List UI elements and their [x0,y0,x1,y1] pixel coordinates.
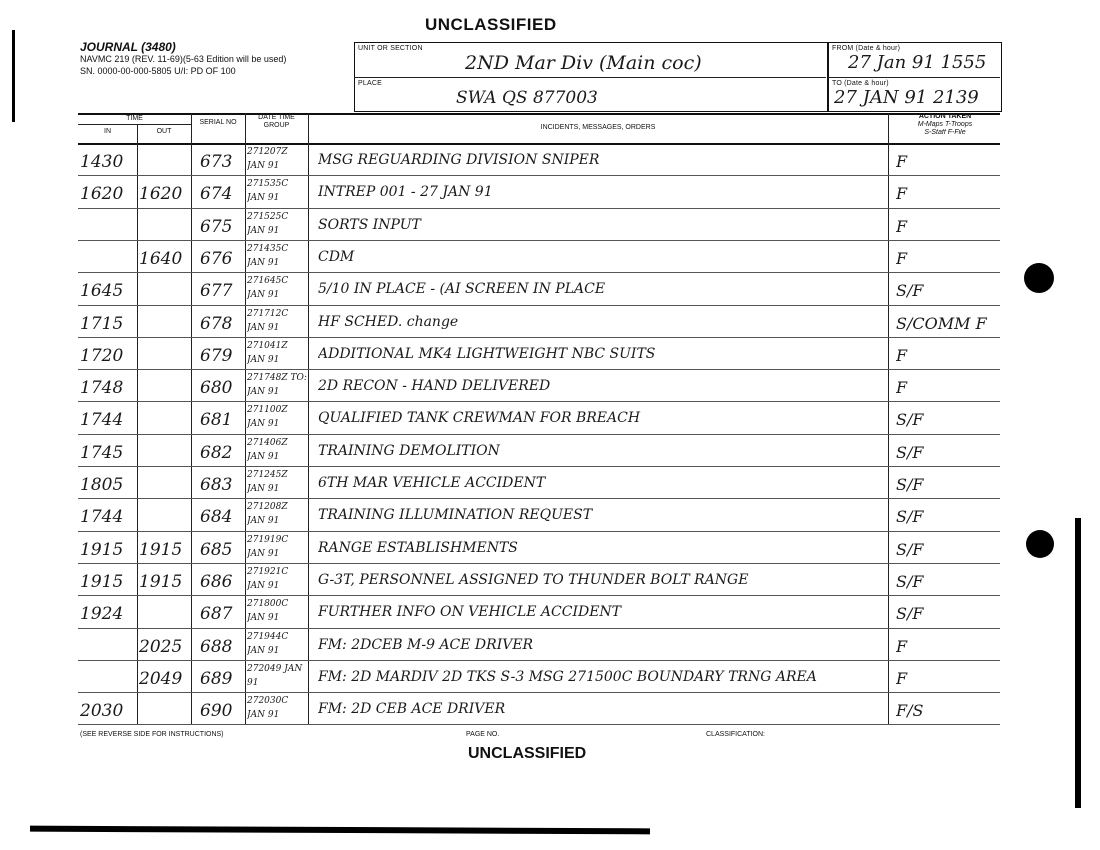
row-dtg: 272049 JAN 91 [247,663,303,688]
col-divider-time-serial [191,113,192,724]
row-action: F [896,636,908,656]
row-action: S/F [896,507,924,527]
row-dtg: 271041Z JAN 91 [247,340,288,365]
table-header-border [78,143,1000,145]
row-action: F [896,152,908,171]
row-incident: TRAINING DEMOLITION [318,442,500,459]
dtg-header: DATE TIME GROUP [258,114,295,129]
row-dtg: 272030C JAN 91 [247,696,289,721]
row-action: F [896,216,908,236]
unit-label: UNIT OR SECTION [358,45,423,52]
row-serial: 687 [200,604,233,625]
serial-header: SERIAL NO [199,119,237,126]
time-header-divider [78,124,191,125]
row-serial: 675 [200,216,233,237]
row-time-out: 1915 [139,571,183,592]
row-time-in: 1715 [80,313,124,334]
row-incident: 6TH MAR VEHICLE ACCIDENT [318,475,546,491]
row-dtg: 271535C JAN 91 [247,179,289,204]
row-time-in: 1924 [80,604,124,625]
row-time-in: 2030 [80,701,124,722]
row-time-in: 1430 [80,152,124,172]
form-title: JOURNAL (3480) [80,40,176,54]
row-rule [78,595,1000,596]
row-action: F [896,668,908,688]
col-divider-serial-dtg [245,113,246,724]
form-stock-number: SN. 0000-00-000-5805 U/I: PD OF 100 [80,66,236,76]
row-rule [78,692,1000,693]
row-incident: INTREP 001 - 27 JAN 91 [318,184,493,201]
row-time-in: 1748 [80,378,124,399]
incidents-header: INCIDENTS, MESSAGES, ORDERS [540,124,656,131]
row-serial: 682 [200,442,233,463]
row-rule [78,628,1000,629]
col-divider-in-out [137,124,138,724]
row-action: F [896,248,908,268]
from-label: FROM (Date & hour) [832,45,901,52]
row-time-out: 2025 [139,636,183,657]
col-divider-dtg-incidents [308,113,309,724]
row-rule [78,337,1000,338]
row-incident: MSG REGUARDING DIVISION SNIPER [318,152,600,168]
row-rule [78,660,1000,661]
row-incident: ADDITIONAL MK4 LIGHTWEIGHT NBC SUITS [318,345,656,362]
row-time-in: 1805 [80,475,124,495]
row-time-out: 2049 [139,668,183,689]
row-rule [78,563,1000,564]
row-rule [78,305,1000,306]
row-serial: 680 [200,378,233,399]
row-dtg: 271406Z JAN 91 [247,437,288,462]
row-incident: G-3T, PERSONNEL ASSIGNED TO THUNDER BOLT RANGE [318,571,749,588]
row-dtg: 271245Z JAN 91 [247,470,288,494]
row-serial: 684 [200,507,233,528]
row-incident: FURTHER INFO ON VEHICLE ACCIDENT [318,604,622,621]
row-serial: 681 [200,410,233,431]
row-time-in: 1645 [80,281,124,302]
row-dtg: 271800C JAN 91 [247,599,289,624]
row-dtg: 271435C JAN 91 [247,243,289,268]
to-label: TO (Date & hour) [832,80,889,87]
row-rule [78,369,1000,370]
unit-value: 2ND Mar Div (Main coc) [465,52,702,74]
row-action: F [896,345,908,365]
row-serial: 673 [200,152,233,172]
row-serial: 674 [200,184,233,205]
form-revision: NAVMC 219 (REV. 11-69)(5-63 Edition will be used) [80,54,287,64]
row-incident: RANGE ESTABLISHMENTS [318,539,518,556]
out-header: OUT [156,128,172,135]
row-action: F/S [896,701,924,721]
row-dtg: 271919C JAN 91 [247,534,289,559]
row-time-out: 1915 [139,539,183,560]
row-time-in: 1620 [80,184,124,205]
row-dtg: 271944C JAN 91 [247,631,289,656]
row-serial: 679 [200,345,233,366]
in-header: IN [104,128,111,135]
row-rule [78,498,1000,499]
row-time-out: 1620 [139,184,183,205]
row-time-in: 1744 [80,410,124,431]
row-dtg: 271208Z JAN 91 [247,502,288,527]
row-rule [78,175,1000,176]
row-serial: 676 [200,248,233,269]
row-incident: FM: 2D MARDIV 2D TKS S-3 MSG 271500C BOUNDARY TRNG AREA [318,668,817,685]
row-incident: SORTS INPUT [318,216,421,233]
row-serial: 689 [200,668,233,689]
row-serial: 677 [200,281,233,302]
from-to-divider [828,77,1000,78]
row-action: S/F [896,571,924,591]
row-serial: 690 [200,701,233,722]
action-legend-2: S-Staff F-File [924,129,966,136]
row-incident: FM: 2DCEB M-9 ACE DRIVER [318,636,534,653]
row-serial: 683 [200,475,233,495]
row-time-in: 1915 [80,539,124,560]
scan-edge-left [12,30,15,122]
row-rule [78,531,1000,532]
row-dtg: 271100Z JAN 91 [247,405,288,430]
row-rule [78,208,1000,209]
row-serial: 678 [200,313,233,334]
row-rule [78,240,1000,241]
row-time-in: 1720 [80,345,124,366]
scan-edge-right [1075,518,1081,808]
to-value: 27 JAN 91 2139 [834,87,979,108]
action-header: ACTION TAKEN [918,113,972,120]
row-rule [78,434,1000,435]
row-incident: QUALIFIED TANK CREWMAN FOR BREACH [318,410,641,427]
row-time-out: 1640 [139,248,183,269]
row-dtg: 271207Z JAN 91 [247,147,288,171]
row-time-in: 1745 [80,442,124,463]
punch-hole-top [1024,263,1054,293]
row-time-in: 1744 [80,507,124,528]
row-incident: HF SCHED. change [318,313,459,330]
row-dtg: 271921C JAN 91 [247,566,289,591]
row-action: S/F [896,410,924,430]
row-rule [78,401,1000,402]
action-legend-1: M-Maps T-Troops [917,121,973,128]
row-incident: FM: 2D CEB ACE DRIVER [318,701,506,718]
row-rule [78,272,1000,273]
scan-bottom-bar [30,826,650,835]
instructions-note: (SEE REVERSE SIDE FOR INSTRUCTIONS) [80,731,224,738]
row-action: S/F [896,281,924,301]
row-dtg: 271525C JAN 91 [247,211,289,236]
row-incident: 5/10 IN PLACE - (AI SCREEN IN PLACE [318,281,606,298]
classification-bottom: UNCLASSIFIED [468,745,587,762]
row-action: S/F [896,539,924,559]
row-incident: CDM [318,248,355,265]
row-rule [78,724,1000,725]
row-rule [78,466,1000,467]
row-dtg: 271645C JAN 91 [247,276,289,301]
row-action: F [896,184,908,204]
row-serial: 685 [200,539,233,560]
row-action: S/F [896,442,924,462]
classification-top: UNCLASSIFIED [425,15,557,34]
row-action: S/F [896,475,924,494]
row-action: S/F [896,604,924,624]
row-serial: 686 [200,571,233,592]
row-incident: 2D RECON - HAND DELIVERED [318,378,551,395]
classification-label: CLASSIFICATION: [706,731,765,738]
row-time-in: 1915 [80,571,124,592]
table-top-border [78,113,1000,115]
page-no-label: PAGE NO. [466,731,500,738]
row-action: S/COMM F [896,313,987,333]
row-action: F [896,378,908,398]
row-serial: 688 [200,636,233,657]
from-value: 27 Jan 91 1555 [848,52,987,73]
punch-hole-bottom [1026,530,1054,558]
row-dtg: 271712C JAN 91 [247,308,289,333]
row-incident: TRAINING ILLUMINATION REQUEST [318,507,593,524]
time-header: TIME [126,115,143,122]
col-divider-incidents-action [888,113,889,724]
place-value: SWA QS 877003 [456,88,598,108]
unit-place-divider [354,77,826,78]
place-label: PLACE [358,80,382,87]
row-dtg: 271748Z TO: JAN 91 [247,373,307,398]
